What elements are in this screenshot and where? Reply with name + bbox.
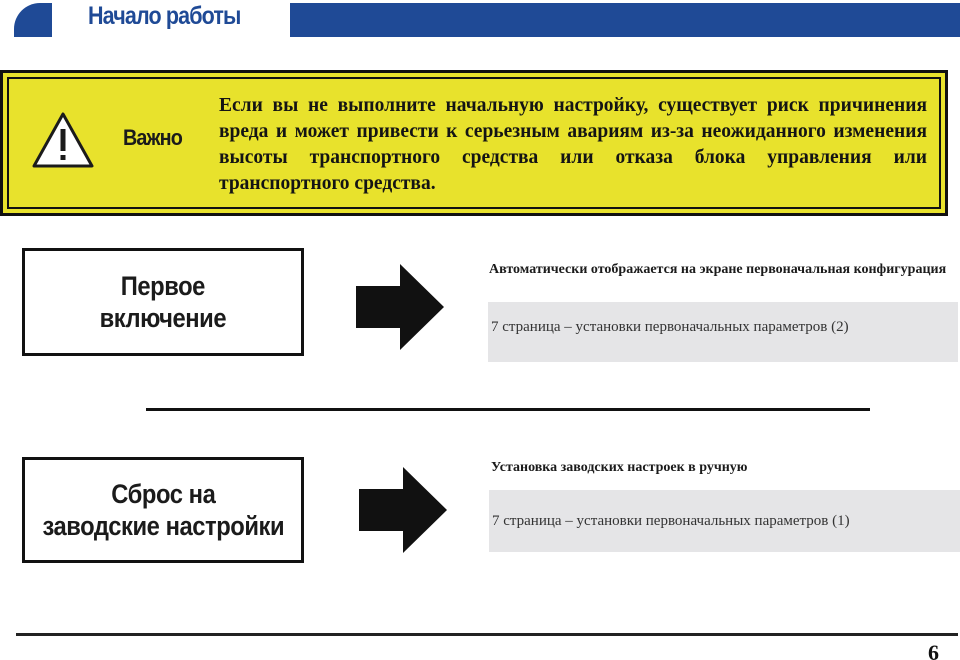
section-divider	[146, 408, 870, 411]
step2-info-text: 7 страница – установки первоначальных параметров (1)	[492, 512, 850, 529]
step1-info-title: Автоматически отображается на экране первоначальная конфигурация	[489, 262, 947, 277]
warning-banner	[0, 70, 948, 216]
page-number: 6	[928, 640, 939, 660]
warning-label: Важно	[123, 125, 182, 150]
header-bar	[290, 3, 960, 37]
step1-info-text: 7 страница – установки первоначальных параметров (2)	[491, 319, 849, 335]
page-title: Начало работы	[88, 2, 241, 30]
step1-info-box	[488, 302, 958, 362]
right-arrow-icon	[357, 465, 449, 555]
footer-divider	[16, 633, 958, 636]
step2-info-box	[489, 490, 960, 552]
first-power-on-label: Первое включение	[99, 271, 227, 333]
first-power-on-box	[22, 248, 304, 356]
factory-reset-box	[22, 457, 304, 563]
header-tab-shape	[14, 3, 52, 37]
right-arrow-icon	[354, 262, 446, 352]
warning-triangle-icon	[31, 111, 95, 169]
factory-reset-label: Сброс на заводские настройки	[42, 479, 284, 541]
warning-text: Если вы не выполните начальную настройку, существует риск причинения вреда и может привести к серьезным авариям из-за неожиданного изменения высоты транспортного средства или отказа блока управления или транспортного средства.	[219, 95, 927, 194]
step2-info-title: Установка заводских настроек в ручную	[491, 460, 748, 475]
